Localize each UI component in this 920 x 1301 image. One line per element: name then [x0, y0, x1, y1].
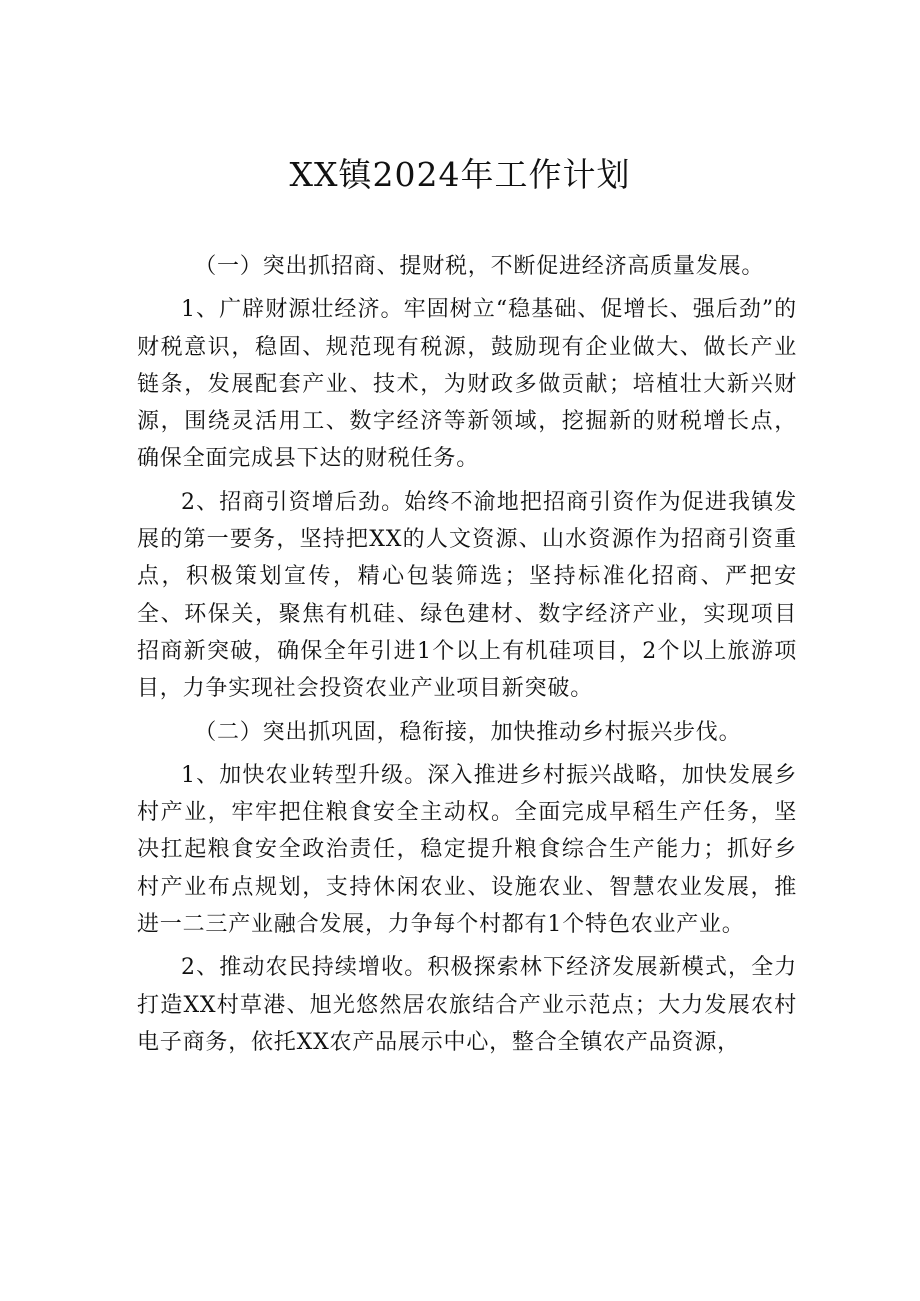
section-heading-2: （二）突出抓巩固，稳衔接，加快推动乡村振兴步伐。 — [194, 719, 742, 745]
paragraph-2-1: 1、加快农业转型升级。深入推进乡村振兴战略，加快发展乡村产业，牢牢把住粮食安全主动权。全面完成早稻生产任务，坚决扛起粮食安全政治责任，稳定提升粮食综合生产能力；抓好乡村产业布点规划，支持休闲农业、设施农业、智慧农业发展，推进一二三产业融合发展，力争每个村都有1个特色农业产业。 — [137, 762, 797, 938]
section-heading-1: （一）突出抓招商、提财税，不断促进经济高质量发展。 — [194, 254, 765, 279]
paragraph-2-2: 2、推动农民持续增收。积极探索林下经济发展新模式，全力打造XX村草港、旭光悠然居农旅结合产业示范点；大力发展农村电子商务，依托XX农产品展示中心，整合全镇农产品资源， — [137, 955, 797, 1055]
document-body — [137, 248, 797, 1061]
paragraph-1-1: 1、广辟财源壮经济。牢固树立“稳基础、促增长、强后劲”的财税意识，稳固、规范现有税源，鼓励现有企业做大、做长产业链条，发展配套产业、技术，为财政多做贡献；培植壮大新兴财源，围绕灵活用工、数字经济等新领域，挖掘新的财税增长点，确保全面完成县下达的财税任务。 — [137, 297, 797, 472]
document-title: XX镇2024年工作计划 — [289, 155, 631, 194]
paragraph-1-2: 2、招商引资增后劲。始终不渝地把招商引资作为促进我镇发展的第一要务，坚持把XX的人文资源、山水资源作为招商引资重点，积极策划宣传，精心包装筛选；坚持标准化招商、严把安全、环保关，聚焦有机硅、绿色建材、数字经济产业，实现项目招商新突破，确保全年引进1个以上有机硅项目，2个以上旅游项目，力争实现社会投资农业产业项目新突破。 — [137, 489, 797, 702]
